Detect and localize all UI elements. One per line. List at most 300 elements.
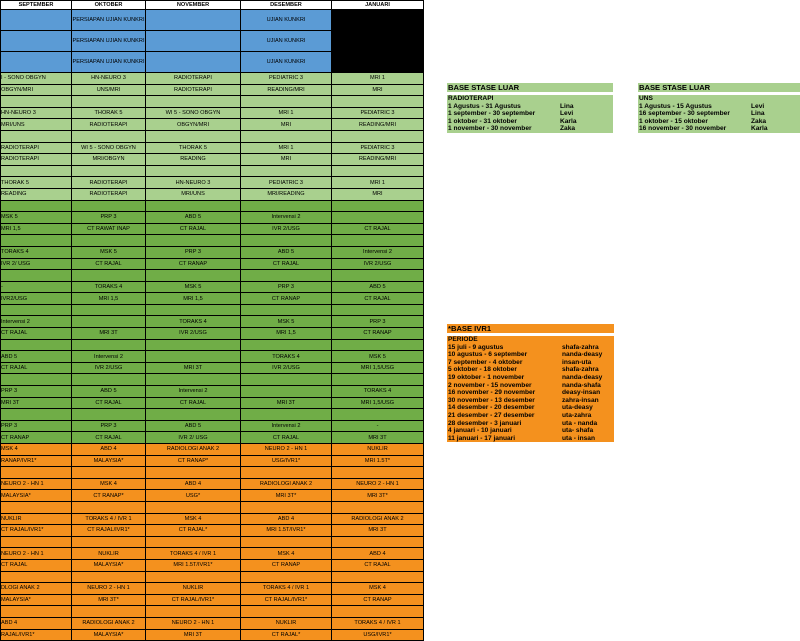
assignee-name: Karla [559,118,613,126]
schedule-cell: HN-NEURO 3 [72,73,146,85]
schedule-cell [332,130,424,142]
schedule-cell: MRI [241,154,332,166]
period-row [447,389,614,397]
schedule-cell [332,409,424,421]
schedule-cell: DESEMBER [241,1,332,10]
schedule-cell [72,501,146,513]
schedule-cell: PERSIAPAN UJIAN KUNKRI [72,31,146,52]
schedule-cell: ABD 5 [1,351,72,363]
schedule-cell [146,130,241,142]
schedule-cell: RADIOLOGI ANAK 2 [146,444,241,456]
rotation-row [1,559,424,571]
schedule-cell: ABD 5 [332,281,424,293]
schedule-cell: CT RANAP* [146,455,241,467]
rotation-row [1,525,424,537]
schedule-cell: THORAK 5 [1,177,72,189]
schedule-cell: NUKLIR [332,444,424,456]
schedule-cell: THORAK 5 [146,142,241,154]
base-stase-luar-uns [638,83,800,133]
schedule-cell [241,130,332,142]
schedule-cell: MSK 4 [72,478,146,490]
schedule-cell: READING/MRI [241,84,332,96]
schedule-cell [332,200,424,212]
schedule-cell: TORAKS 4 / IVR 1 [146,548,241,560]
schedule-cell: MRI 1 [332,177,424,189]
period-range: 1 september - 30 september [447,110,559,118]
rotation-row [1,258,424,270]
rotation-row [1,235,424,247]
schedule-cell [241,235,332,247]
schedule-cell [1,374,72,386]
schedule-cell [1,304,72,316]
rotation-row [1,212,424,224]
schedule-cell: CT RAJAL [332,223,424,235]
period-row [638,118,800,126]
schedule-cell: RADIOTERAPI [72,177,146,189]
schedule-cell [72,130,146,142]
exam-row [1,52,424,73]
schedule-cell: HN-NEURO 3 [146,177,241,189]
schedule-cell: MRI 1,5 [72,293,146,305]
schedule-cell: SEPTEMBER [1,1,72,10]
schedule-cell: MSK 4 [241,548,332,560]
schedule-cell [241,501,332,513]
period-range: 1 Agustus - 31 Agustus [447,103,559,111]
side-title: BASE STASE LUAR [447,83,613,92]
schedule-cell: WI 5 - SONO OBGYN [72,142,146,154]
rotation-row [1,246,424,258]
schedule-cell: MRI/OBGYN [72,154,146,166]
schedule-cell [146,52,241,73]
schedule-cell [72,339,146,351]
schedule-cell [1,52,72,73]
rotation-row [1,548,424,560]
schedule-cell [72,571,146,583]
schedule-cell: CT RANAP* [72,490,146,502]
schedule-cell: TORAKS 4 / IVR 1 [72,513,146,525]
schedule-cell: CT RAJAL [146,397,241,409]
period-range: 16 november - 30 november [638,125,750,133]
schedule-cell: MRI 3T* [72,594,146,606]
schedule-cell [332,501,424,513]
rotation-row [1,223,424,235]
period-range: 1 oktober - 15 oktober [638,118,750,126]
schedule-cell: ABD 5 [72,386,146,398]
schedule-cell [146,200,241,212]
schedule-cell: IVR 2/ USG [146,432,241,444]
period-row [638,110,800,118]
assignee-name: Levi [559,110,613,118]
schedule-cell [332,536,424,548]
period-row [447,420,614,428]
schedule-cell: MRI 1.5T* [332,455,424,467]
schedule-cell: MRI/UNS [1,119,72,131]
schedule-cell: CT RAJAL [146,223,241,235]
schedule-cell: MRI/UNS [146,188,241,200]
schedule-cell: CT RAJAL [241,258,332,270]
schedule-cell: CT RAJAL* [146,525,241,537]
schedule-cell: RADIOTERAPI [72,119,146,131]
schedule-cell: MALAYSIA* [72,629,146,641]
period-row [447,359,614,367]
schedule-cell: USG/IVR1* [332,629,424,641]
schedule-cell: THORAK 5 [72,107,146,119]
schedule-cell: ABD 4 [241,513,332,525]
schedule-cell [72,235,146,247]
schedule-cell: NUKLIR [146,583,241,595]
rotation-row [1,188,424,200]
rotation-row [1,478,424,490]
schedule-cell: Intervensi 2 [1,316,72,328]
rotation-row [1,397,424,409]
side-section: UNS [638,95,800,103]
schedule-cell [146,304,241,316]
assignee-name: shafa-zahra [561,366,614,374]
schedule-cell: MSK 4 [1,444,72,456]
schedule-cell [332,212,424,224]
schedule-cell [241,409,332,421]
schedule-cell: CT RAWAT INAP [72,223,146,235]
period-row [447,125,613,133]
schedule-cell [241,467,332,479]
schedule-cell: NEURO 2 - HN 1 [1,478,72,490]
rotation-row [1,328,424,340]
side-title: *BASE IVR1 [447,324,614,333]
schedule-cell [146,351,241,363]
rotation-row [1,583,424,595]
schedule-cell: TORAKS 4 / IVR 1 [241,583,332,595]
schedule-cell [332,52,424,73]
schedule-cell: CT RAJAL* [241,629,332,641]
schedule-cell: CT RAJAL/IVR1* [146,594,241,606]
schedule-cell [332,467,424,479]
schedule-cell [332,374,424,386]
schedule-cell: PEDIATRIC 3 [241,177,332,189]
schedule-cell: CT RAJAL [1,328,72,340]
schedule-cell: ABD 5 [146,420,241,432]
schedule-cell: IVR 2/USG [241,223,332,235]
assignee-name: deasy-insan [561,389,614,397]
period-range: 14 desember - 20 desember [447,404,561,412]
period-row [447,382,614,390]
schedule-cell: RANAP/IVR1* [1,455,72,467]
schedule-cell [146,96,241,108]
schedule-cell: MRI [241,119,332,131]
period-range: 19 oktober - 1 november [447,374,561,382]
schedule-cell: READING/MRI [332,119,424,131]
schedule-cell: MSK 4 [332,583,424,595]
assignee-name: nanda-deasy [561,374,614,382]
schedule-cell: CT RANAP [332,328,424,340]
schedule-cell: MRI 3T [146,362,241,374]
rotation-row [1,119,424,131]
rotation-row [1,107,424,119]
period-range: 16 september - 30 september [638,110,750,118]
schedule-cell: CT RAJAL [332,293,424,305]
base-stase-luar-radioterapi [447,83,613,133]
schedule-cell [241,571,332,583]
schedule-cell [72,467,146,479]
schedule-cell: ABD 4 [332,548,424,560]
schedule-cell [241,606,332,618]
period-row [447,397,614,405]
schedule-cell: RADIOLOGI ANAK 2 [332,513,424,525]
schedule-cell: OKTOBER [72,1,146,10]
schedule-cell [146,165,241,177]
schedule-cell: CT RAJAL/IVR1* [72,525,146,537]
schedule-cell [72,606,146,618]
rotation-row [1,374,424,386]
schedule-cell: USG* [146,490,241,502]
rotation-row [1,339,424,351]
schedule-cell [146,31,241,52]
period-row [447,427,614,435]
period-row [638,103,800,111]
assignee-name: uta-deasy [561,404,614,412]
schedule-cell: NEURO 2 - HN 1 [332,478,424,490]
schedule-cell: Intervensi 2 [72,351,146,363]
schedule-cell: MSK 5 [1,212,72,224]
period-range: 1 oktober - 31 oktober [447,118,559,126]
schedule-cell: ABD 4 [146,478,241,490]
schedule-cell: TORAKS 4 [146,316,241,328]
period-row [447,435,614,443]
schedule-cell: MRI 3T* [241,490,332,502]
schedule-cell [72,536,146,548]
schedule-cell [332,235,424,247]
rotation-row [1,281,424,293]
schedule-cell: USG/IVR1* [241,455,332,467]
schedule-cell [72,200,146,212]
rotation-row [1,362,424,374]
schedule-cell [1,200,72,212]
period-row [638,125,800,133]
assignee-name: uta- shafa [561,427,614,435]
rotation-row [1,96,424,108]
rotation-row [1,536,424,548]
schedule-cell: JANUARI [332,1,424,10]
schedule-cell: TORAKS 4 [72,281,146,293]
assignee-name: Lina [559,103,613,111]
rotation-row [1,177,424,189]
schedule-cell: ABD 5 [146,212,241,224]
schedule-cell [72,270,146,282]
rotation-row [1,200,424,212]
schedule-cell: TORAKS 4 [1,246,72,258]
schedule-cell: Intervensi 2 [241,212,332,224]
schedule-cell: TORAKS 4 [241,351,332,363]
schedule-cell: MRI 3T [332,525,424,537]
schedule-cell: MSK 5 [332,351,424,363]
schedule-cell: Intervensi 2 [332,246,424,258]
schedule-cell: CT RAJAL [1,559,72,571]
schedule-cell [72,165,146,177]
schedule-cell: MRI [332,188,424,200]
base-ivr1-table [447,324,614,442]
schedule-cell: I - SONO OBGYN [1,73,72,85]
schedule-cell [1,606,72,618]
rotation-row [1,606,424,618]
schedule-cell: PERSIAPAN UJIAN KUNKRI [72,52,146,73]
schedule-cell: OBGYN/MRI [146,119,241,131]
schedule-cell [241,165,332,177]
schedule-cell: MALAYSIA* [1,594,72,606]
schedule-cell [146,571,241,583]
schedule-cell: RADIOTERAPI [72,188,146,200]
rotation-row [1,409,424,421]
schedule-cell: RADIOTERAPI [1,142,72,154]
schedule-cell: Intervensi 2 [241,420,332,432]
assignee-name: Karla [750,125,800,133]
schedule-cell: PRP 3 [146,246,241,258]
schedule-cell [332,10,424,31]
rotation-row [1,84,424,96]
side-section: PERIODE [447,336,614,344]
month-header-row [1,1,424,10]
schedule-cell [1,96,72,108]
period-range: 10 agustus - 6 september [447,351,561,359]
schedule-cell: RADIOLOGI ANAK 2 [241,478,332,490]
rotation-row [1,594,424,606]
schedule-cell: IVR 2/USG [72,362,146,374]
schedule-cell: RADIOTERAPI [146,84,241,96]
schedule-cell: MALAYSIA* [72,559,146,571]
schedule-cell: MRI 3T [146,629,241,641]
schedule-cell: MRI 1.5T/IVR1* [241,525,332,537]
period-row [447,344,614,352]
period-row [447,118,613,126]
period-row [447,110,613,118]
schedule-cell [146,339,241,351]
assignee-name: Lina [750,110,800,118]
schedule-cell: RADIOTERAPI [1,154,72,166]
schedule-cell: IVR 2/USG [146,328,241,340]
schedule-cell [1,409,72,421]
schedule-cell: RADIOTERAPI [146,73,241,85]
period-range: 5 oktober - 18 oktober [447,366,561,374]
schedule-cell: CT RANAP [146,258,241,270]
assignee-name: Zaka [750,118,800,126]
period-range: 15 juli - 9 agustus [447,344,561,352]
schedule-cell [241,96,332,108]
schedule-cell: PRP 3 [72,212,146,224]
schedule-cell: MRI 1 [332,73,424,85]
rotation-row [1,571,424,583]
period-row [447,366,614,374]
schedule-cell: OBGYN/MRI [1,84,72,96]
period-range: 1 november - 30 november [447,125,559,133]
schedule-cell: NOVEMBER [146,1,241,10]
schedule-cell [332,96,424,108]
schedule-cell: MALAYSIA* [1,490,72,502]
schedule-cell [241,304,332,316]
schedule-cell [1,501,72,513]
rotation-row [1,316,424,328]
schedule-cell [241,386,332,398]
schedule-cell: IVR2/USG [1,293,72,305]
schedule-cell: DLOGI ANAK 2 [1,583,72,595]
assignee-name: Levi [750,103,800,111]
assignee-name: insan-uta [561,359,614,367]
schedule-cell: MRI 1,5/USG [332,397,424,409]
schedule-cell: ABD 4 [1,617,72,629]
period-range: 28 desember - 3 januari [447,420,561,428]
period-range: 2 november - 15 november [447,382,561,390]
assignee-name: zahra-insan [561,397,614,405]
schedule-cell: UJIAN KUNKRI [241,52,332,73]
schedule-cell [146,501,241,513]
schedule-cell: WI 5 - SONO OBGYN [146,107,241,119]
assignee-name: uta - nanda [561,420,614,428]
period-range: 21 desember - 27 desember [447,412,561,420]
schedule-cell: MRI [332,84,424,96]
assignee-name: uta-zahra [561,412,614,420]
schedule-cell: NEURO 2 - HN 1 [1,548,72,560]
schedule-cell: MSK 5 [146,281,241,293]
rotation-row [1,270,424,282]
schedule-cell: MRI/READING [241,188,332,200]
schedule-cell [241,270,332,282]
rotation-row [1,154,424,166]
schedule-cell [1,270,72,282]
schedule-cell: CT RAJAL [72,397,146,409]
rotation-row [1,165,424,177]
period-range: 7 september - 4 oktober [447,359,561,367]
schedule-cell [241,339,332,351]
schedule-cell: MRI 3T [241,397,332,409]
schedule-cell [146,606,241,618]
rotation-row [1,432,424,444]
rotation-row [1,130,424,142]
rotation-row [1,420,424,432]
schedule-cell: NUKLIR [241,617,332,629]
schedule-cell: READING [1,188,72,200]
schedule-cell: PEDIATRIC 3 [332,142,424,154]
schedule-cell: MRI 3T [72,328,146,340]
rotation-row [1,73,424,85]
rotation-row [1,142,424,154]
schedule-cell: CT RAJAL [72,258,146,270]
schedule-cell: ABD 5 [241,246,332,258]
rotation-row [1,386,424,398]
period-range: 4 januari - 10 januari [447,427,561,435]
schedule-cell: MSK 5 [72,246,146,258]
period-range: 11 januari - 17 januari [447,435,561,443]
rotation-row [1,513,424,525]
assignee-name: shafa-zahra [561,344,614,352]
schedule-cell [1,165,72,177]
schedule-cell [1,130,72,142]
schedule-cell: NEURO 2 - HN 1 [241,444,332,456]
schedule-cell: READING/MRI [332,154,424,166]
exam-row [1,10,424,31]
schedule-cell: PRP 3 [1,386,72,398]
schedule-cell [72,409,146,421]
schedule-cell: CT RAJAL/IVR1* [241,594,332,606]
schedule-cell [1,536,72,548]
schedule-cell: Intervensi 2 [146,386,241,398]
schedule-cell: NEURO 2 - HN 1 [72,583,146,595]
schedule-cell: PRP 3 [1,420,72,432]
schedule-cell: MRI 1 [241,142,332,154]
assignee-name: Zaka [559,125,613,133]
schedule-cell: MRI 1 [241,107,332,119]
schedule-cell: HN-NEURO 3 [1,107,72,119]
period-row [447,404,614,412]
schedule-cell: MALAYSIA* [72,455,146,467]
schedule-cell: NUKLIR [1,513,72,525]
schedule-cell [146,10,241,31]
